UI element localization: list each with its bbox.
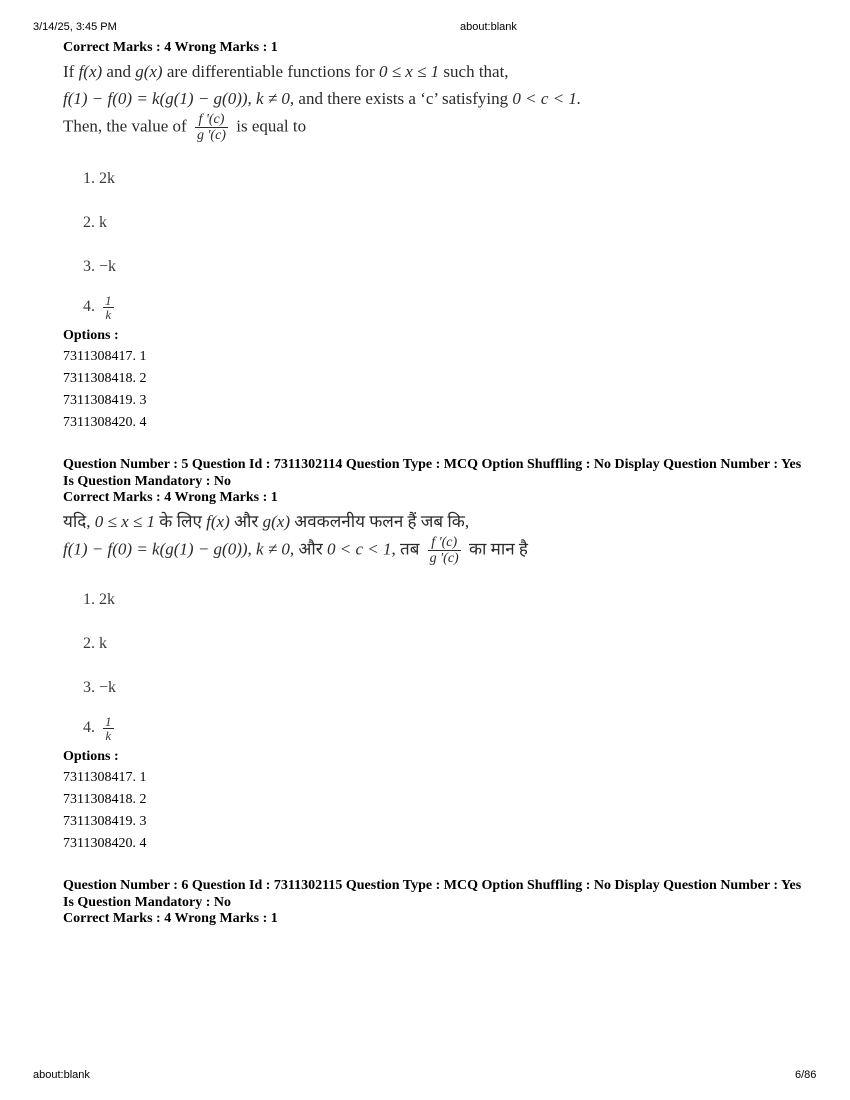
page-number: 6/86 [795,1069,817,1081]
q5-fraction: $\frac{f '(c)}{g '(c)}$ [429,535,459,566]
q5-option: 7311308418. 2 [63,792,147,807]
q6-marks: Correct Marks : 4 Wrong Marks : 1 [63,911,278,926]
q4-line-1: If f(x) and g(x) are differentiable functions for 0 ≤ x ≤ 1 such that, [63,62,509,81]
q4-fraction: $\frac{f '(c)}{g '(c)}$ [196,112,226,143]
q5-option: 7311308417. 1 [63,770,147,785]
q5-choice-2: 2. k [83,635,107,652]
q5-header: Question Number : 5 Question Id : 7311302114 Question Type : MCQ Option Shuffling : No Display Question Number : Yes Is Question Mandatory : No [63,457,802,489]
q4-options-title: Options : [63,328,119,343]
q4-choice-3: 3. −k [83,258,117,275]
q5-question-image [63,508,803,566]
q4-option: 7311308418. 2 [63,371,147,386]
q5-choice-1: 1. 2k [83,591,115,608]
q5-option: 7311308419. 3 [63,814,147,829]
q5-line-2: f(1) − f(0) = k(g(1) − g(0)), k ≠ 0, और 0 < c < 1, तब $\frac{f '(c)}{g '(c)}$ का मान है [63,535,528,566]
q5-line-1: यदि, 0 ≤ x ≤ 1 के लिए f(x) और g(x) अवकलनीय फलन हैं जब कि, [63,512,470,531]
print-url: about:blank [460,21,517,33]
q4-choices [83,157,803,325]
q4-line-2: f(1) − f(0) = k(g(1) − g(0)), k ≠ 0, and there exists a ‘c’ satisfying 0 < c < 1. [63,89,582,108]
q5-choice-4: 4. $\frac{1}{k}$ [83,713,112,743]
q5-choices [83,578,803,746]
q4-choice-2: 2. k [83,214,107,231]
q5-choice-3: 3. −k [83,679,117,696]
q4-question-image [63,58,803,143]
page-content [63,40,803,929]
q4-line-3: Then, the value of $\frac{f '(c)}{g '(c)}$ is equal to [63,112,307,143]
q4-option: 7311308420. 4 [63,415,147,430]
q5-option: 7311308420. 4 [63,836,147,851]
q6-header: Question Number : 6 Question Id : 7311302115 Question Type : MCQ Option Shuffling : No Display Question Number : Yes Is Question Mandatory : No [63,878,802,910]
q4-choice-1: 1. 2k [83,170,115,187]
q4-option: 7311308417. 1 [63,349,147,364]
print-datetime: 3/14/25, 3:45 PM [33,21,117,33]
q4-marks: Correct Marks : 4 Wrong Marks : 1 [63,40,278,55]
q5-options-title: Options : [63,749,119,764]
q4-choice-4: 4. $\frac{1}{k}$ [83,292,112,322]
footer-url: about:blank [33,1069,90,1081]
q5-marks: Correct Marks : 4 Wrong Marks : 1 [63,490,278,505]
q4-option: 7311308419. 3 [63,393,147,408]
